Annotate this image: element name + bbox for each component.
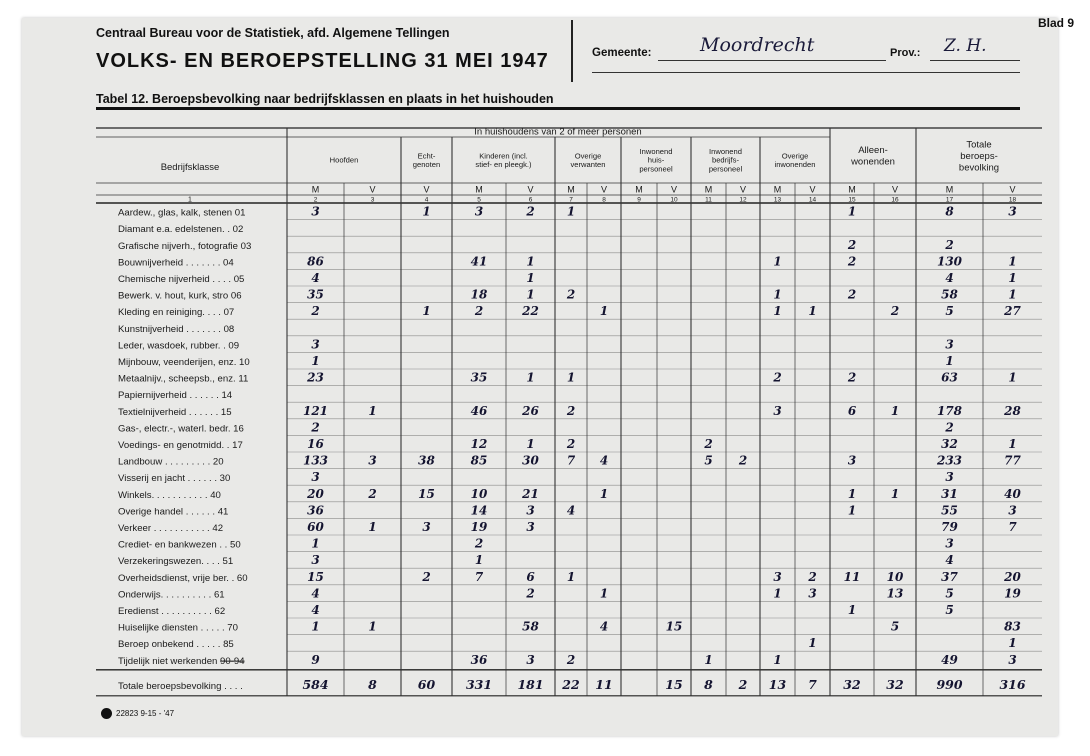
cell-value: 83 bbox=[1004, 619, 1021, 634]
row-label: Kunstnijverheid . . . . . . . 08 bbox=[118, 323, 235, 335]
column-sex-label: V bbox=[891, 184, 899, 195]
cell-value: 1 bbox=[808, 304, 817, 319]
cell-value: 85 bbox=[470, 453, 488, 468]
cell-value: 1 bbox=[599, 486, 609, 501]
cell-value: 2 bbox=[526, 204, 535, 219]
cell-value: 23 bbox=[307, 370, 324, 385]
column-number: 2 bbox=[313, 196, 318, 204]
column-sex-label: M bbox=[635, 184, 643, 195]
row-label: Eredienst . . . . . . . . . . 62 bbox=[118, 606, 226, 617]
column-number: 16 bbox=[891, 196, 899, 204]
cell-value: 3 bbox=[311, 553, 320, 568]
total-value: 11 bbox=[595, 676, 613, 692]
row-label: Winkels. . . . . . . . . . . 40 bbox=[118, 489, 221, 501]
total-value: 990 bbox=[936, 676, 963, 692]
cell-value: 13 bbox=[886, 586, 904, 601]
cell-value: 1 bbox=[526, 254, 535, 269]
cell-value: 5 bbox=[890, 619, 900, 634]
row-label: Leder, wasdoek, rubber. . 09 bbox=[118, 340, 240, 352]
cell-value: 2 bbox=[847, 237, 857, 252]
table-title: Tabel 12. Beroepsbevolking naar bedrijfsklassen en plaats in het huishouden bbox=[96, 92, 554, 106]
cell-value: 1 bbox=[422, 304, 431, 319]
cell-value: 133 bbox=[302, 453, 329, 468]
cell-value: 121 bbox=[302, 403, 329, 418]
column-header-label: Overige bbox=[574, 151, 602, 161]
printer-logo-icon bbox=[101, 708, 112, 719]
column-number: 1 bbox=[188, 196, 192, 204]
total-value: 22 bbox=[562, 676, 580, 692]
column-number: 12 bbox=[739, 196, 747, 204]
cell-value: 6 bbox=[847, 403, 857, 418]
cell-value: 1 bbox=[1008, 370, 1017, 385]
column-number: 5 bbox=[477, 196, 481, 204]
column-sex-label: V bbox=[369, 184, 376, 195]
cell-value: 12 bbox=[470, 437, 488, 451]
cell-value: 1 bbox=[773, 287, 782, 302]
cell-value: 3 bbox=[368, 453, 377, 468]
total-value: 584 bbox=[302, 676, 329, 692]
column-number: 18 bbox=[1008, 196, 1017, 204]
cell-value: 77 bbox=[1004, 453, 1021, 468]
cell-value: 1 bbox=[311, 536, 320, 551]
cell-value: 20 bbox=[307, 486, 324, 501]
row-label: Verzekeringswezen. . . . 51 bbox=[118, 556, 234, 568]
cell-value: 130 bbox=[936, 254, 963, 269]
row-label: Crediet- en bankwezen . . 50 bbox=[118, 539, 241, 551]
cell-value: 3 bbox=[526, 652, 535, 667]
total-value: 8 bbox=[704, 676, 713, 692]
column-sex-label: M bbox=[475, 184, 483, 195]
cell-value: 1 bbox=[1008, 254, 1017, 269]
cell-value: 6 bbox=[526, 569, 535, 584]
total-value: 8 bbox=[368, 676, 377, 692]
cell-value: 58 bbox=[522, 619, 539, 634]
cell-value: 28 bbox=[1004, 403, 1021, 418]
column-header-label: Kinderen (incl. bbox=[479, 151, 528, 161]
row-label: Onderwijs. . . . . . . . . . 61 bbox=[118, 589, 225, 601]
cell-value: 1 bbox=[566, 569, 576, 584]
cell-value: 1 bbox=[526, 437, 535, 451]
gemeente-label: Gemeente: bbox=[592, 47, 652, 59]
cell-value: 10 bbox=[470, 486, 488, 501]
cell-value: 2 bbox=[945, 420, 954, 435]
row-label: Overige handel . . . . . . 41 bbox=[118, 506, 229, 518]
cell-value: 2 bbox=[474, 536, 484, 551]
cell-value: 20 bbox=[1004, 569, 1021, 584]
cell-value: 49 bbox=[941, 652, 958, 667]
column-sex-label: V bbox=[423, 184, 430, 195]
totals-label: Totale beroepsbevolking . . . . bbox=[118, 680, 243, 692]
cell-value: 233 bbox=[936, 453, 963, 468]
cell-value: 9 bbox=[311, 652, 320, 667]
cell-value: 18 bbox=[470, 287, 488, 302]
cell-value: 3 bbox=[526, 503, 535, 518]
cell-value: 38 bbox=[418, 453, 435, 468]
cell-value: 4 bbox=[311, 603, 320, 617]
cell-value: 1 bbox=[1008, 271, 1017, 285]
row-label: Bewerk. v. hout, kurk, stro 06 bbox=[118, 290, 242, 302]
column-header-label: Alleen- bbox=[858, 145, 888, 157]
cell-value: 60 bbox=[307, 520, 324, 534]
cell-value: 3 bbox=[945, 337, 954, 352]
cell-value: 1 bbox=[526, 370, 535, 385]
cell-value: 19 bbox=[470, 520, 488, 534]
cell-value: 1 bbox=[847, 204, 857, 219]
column-sex-label: V bbox=[527, 184, 534, 195]
cell-value: 19 bbox=[1004, 586, 1021, 601]
cell-value: 86 bbox=[307, 254, 324, 269]
cell-value: 3 bbox=[808, 586, 817, 601]
cell-value: 16 bbox=[307, 437, 324, 451]
column-sex-label: V bbox=[739, 184, 747, 195]
cell-value: 2 bbox=[704, 437, 713, 451]
column-header-bedrijfsklasse: Bedrijfsklasse bbox=[160, 162, 220, 173]
column-number: 9 bbox=[637, 196, 641, 204]
cell-value: 1 bbox=[890, 486, 900, 501]
cell-value: 3 bbox=[1008, 652, 1017, 667]
cell-value: 4 bbox=[599, 619, 609, 634]
column-number: 13 bbox=[773, 196, 782, 204]
cell-value: 3 bbox=[847, 453, 857, 468]
cell-value: 1 bbox=[566, 204, 576, 219]
cell-value: 2 bbox=[566, 403, 576, 418]
cell-value: 15 bbox=[418, 486, 435, 501]
province-label: Prov.: bbox=[890, 47, 921, 59]
cell-value: 1 bbox=[704, 652, 713, 667]
cell-value: 1 bbox=[526, 271, 535, 285]
cell-value: 1 bbox=[847, 603, 857, 617]
cell-value: 10 bbox=[886, 569, 904, 584]
province-value: Z. H. bbox=[944, 36, 987, 56]
cell-value: 1 bbox=[526, 287, 535, 302]
cell-value: 3 bbox=[773, 569, 782, 584]
cell-value: 8 bbox=[945, 204, 954, 219]
cell-value: 2 bbox=[945, 237, 954, 252]
cell-value: 2 bbox=[566, 437, 576, 451]
cell-value: 58 bbox=[941, 287, 958, 302]
cell-value: 2 bbox=[526, 586, 535, 601]
row-label: Gas-, electr.-, waterl. bedr. 16 bbox=[118, 423, 244, 435]
cell-value: 5 bbox=[945, 586, 954, 601]
cell-value: 79 bbox=[941, 520, 958, 534]
column-header-label: Totale bbox=[966, 139, 992, 151]
column-header-label: personeel bbox=[708, 164, 743, 174]
form-title: VOLKS- EN BEROEPSTELLING 31 MEI 1947 bbox=[96, 50, 549, 72]
cell-value: 4 bbox=[311, 271, 320, 285]
cell-value: 1 bbox=[368, 619, 377, 634]
cell-value: 1 bbox=[773, 304, 782, 319]
cell-value: 1 bbox=[808, 636, 817, 651]
cell-value: 2 bbox=[311, 420, 320, 435]
cell-value: 3 bbox=[526, 520, 535, 534]
column-header-label: Hoofden bbox=[329, 155, 359, 165]
column-number: 7 bbox=[569, 196, 573, 204]
column-number: 15 bbox=[848, 196, 856, 204]
column-sex-label: M bbox=[567, 184, 575, 195]
cell-value: 3 bbox=[945, 470, 954, 485]
column-header-label: wonenden bbox=[851, 156, 895, 168]
column-header-label: stief- en pleegk.) bbox=[475, 159, 532, 169]
column-sex-label: V bbox=[1009, 184, 1016, 195]
cell-value: 2 bbox=[474, 304, 484, 319]
cell-value: 1 bbox=[773, 652, 782, 667]
column-header-label: genoten bbox=[412, 159, 441, 169]
column-header-label: inwonenden bbox=[774, 159, 816, 169]
cell-value: 4 bbox=[945, 271, 954, 285]
cell-value: 1 bbox=[311, 619, 320, 634]
column-number: 10 bbox=[670, 196, 678, 204]
cell-value: 3 bbox=[311, 470, 320, 485]
cell-value: 30 bbox=[522, 453, 539, 468]
column-sex-label: M bbox=[848, 184, 856, 195]
cell-value: 3 bbox=[311, 337, 320, 352]
cell-value: 2 bbox=[847, 287, 857, 302]
column-header-label: beroeps- bbox=[960, 150, 998, 162]
cell-value: 2 bbox=[847, 254, 857, 269]
cell-value: 1 bbox=[847, 486, 857, 501]
total-value: 32 bbox=[886, 676, 904, 692]
cell-value: 4 bbox=[566, 503, 576, 518]
total-value: 13 bbox=[768, 676, 787, 692]
column-header-label: Echt- bbox=[417, 151, 436, 161]
row-label: Papiernijverheid . . . . . . 14 bbox=[118, 390, 233, 402]
column-number: 14 bbox=[808, 196, 817, 204]
column-sex-label: V bbox=[670, 184, 678, 195]
bureau-name: Centraal Bureau voor de Statistiek, afd. Algemene Tellingen bbox=[96, 26, 450, 40]
total-value: 32 bbox=[843, 676, 861, 692]
column-header-label: bevolking bbox=[958, 162, 1000, 174]
column-sex-label: M bbox=[773, 184, 782, 195]
cell-value: 2 bbox=[368, 486, 377, 501]
cell-value: 7 bbox=[1008, 520, 1017, 534]
cell-value: 4 bbox=[311, 586, 320, 601]
cell-value: 1 bbox=[1008, 437, 1017, 451]
total-value: 60 bbox=[417, 676, 436, 692]
cell-value: 2 bbox=[422, 569, 431, 584]
cell-value: 3 bbox=[311, 204, 320, 219]
cell-value: 1 bbox=[474, 553, 484, 568]
cell-value: 22 bbox=[522, 304, 539, 319]
column-sex-label: V bbox=[809, 184, 816, 195]
cell-value: 40 bbox=[1004, 486, 1021, 501]
row-label: Chemische nijverheid . . . . 05 bbox=[118, 274, 245, 285]
cell-value: 32 bbox=[941, 437, 958, 451]
cell-value: 55 bbox=[941, 503, 958, 518]
total-value: 181 bbox=[517, 676, 544, 692]
cell-value: 5 bbox=[704, 453, 713, 468]
row-label: Beroep onbekend . . . . . 85 bbox=[118, 639, 234, 651]
total-value: 2 bbox=[738, 676, 748, 692]
cell-value: 2 bbox=[738, 453, 748, 468]
cell-value: 1 bbox=[945, 354, 954, 368]
sheet-number: Blad 9 bbox=[1037, 16, 1074, 30]
cell-value: 2 bbox=[566, 287, 576, 302]
cell-value: 1 bbox=[599, 304, 609, 319]
row-label: Verkeer . . . . . . . . . . . 42 bbox=[118, 523, 224, 534]
row-label: Huiselijke diensten . . . . . 70 bbox=[118, 622, 238, 634]
cell-value: 3 bbox=[422, 520, 431, 534]
cell-value: 178 bbox=[936, 403, 963, 418]
cell-value: 3 bbox=[1008, 204, 1017, 219]
column-header-label: Overige bbox=[781, 151, 809, 161]
cell-value: 2 bbox=[773, 370, 782, 385]
row-label: Bouwnijverheid . . . . . . . 04 bbox=[118, 257, 234, 269]
cell-value: 2 bbox=[847, 370, 857, 385]
cell-value: 1 bbox=[368, 403, 377, 418]
gemeente-value: Moordrecht bbox=[700, 34, 815, 56]
cell-value: 7 bbox=[474, 569, 484, 584]
cell-value: 1 bbox=[1008, 287, 1017, 302]
row-label: Mijnbouw, veenderijen, enz. 10 bbox=[118, 357, 250, 368]
cell-value: 63 bbox=[941, 370, 958, 385]
row-label: Visserij en jacht . . . . . . 30 bbox=[118, 473, 231, 485]
column-number: 3 bbox=[370, 196, 375, 204]
group-title-households: In huishoudens van 2 of meer personen bbox=[474, 126, 642, 138]
cell-value: 35 bbox=[470, 370, 488, 385]
column-header-label: verwanten bbox=[570, 159, 606, 169]
cell-value: 1 bbox=[890, 403, 900, 418]
cell-value: 3 bbox=[773, 403, 782, 418]
column-header-label: Inwonend bbox=[639, 147, 673, 157]
total-value: 316 bbox=[999, 676, 1026, 692]
cell-value: 41 bbox=[470, 254, 488, 269]
column-header-label: huis- bbox=[647, 155, 665, 165]
cell-value: 14 bbox=[470, 503, 488, 518]
cell-value: 7 bbox=[566, 453, 576, 468]
cell-value: 2 bbox=[808, 569, 817, 584]
cell-value: 31 bbox=[941, 486, 958, 501]
cell-value: 46 bbox=[470, 403, 488, 418]
row-label: Metaalnijv., scheepsb., enz. 11 bbox=[118, 373, 249, 385]
cell-value: 1 bbox=[599, 586, 609, 601]
cell-value: 1 bbox=[773, 586, 782, 601]
column-sex-label: M bbox=[945, 184, 954, 195]
cell-value: 36 bbox=[470, 652, 488, 667]
row-label: Landbouw . . . . . . . . . 20 bbox=[118, 456, 224, 468]
row-label: Kleding en reiniging. . . . 07 bbox=[118, 307, 235, 319]
row-label: Grafische nijverh., fotografie 03 bbox=[118, 240, 252, 252]
cell-value: 5 bbox=[945, 304, 954, 319]
cell-value: 21 bbox=[522, 486, 539, 501]
total-value: 331 bbox=[465, 676, 493, 692]
row-label: Overheidsdienst, vrije ber. . 60 bbox=[118, 572, 248, 584]
cell-value: 4 bbox=[599, 453, 609, 468]
cell-value: 2 bbox=[311, 304, 320, 319]
cell-value: 2 bbox=[890, 304, 900, 319]
column-sex-label: M bbox=[704, 184, 713, 195]
cell-value: 37 bbox=[941, 569, 958, 584]
cell-value: 1 bbox=[1008, 636, 1017, 651]
cell-value: 3 bbox=[945, 536, 954, 551]
column-header-label: Inwonend bbox=[709, 147, 742, 157]
cell-value: 5 bbox=[945, 603, 954, 617]
cell-value: 1 bbox=[422, 204, 431, 219]
total-value: 7 bbox=[808, 676, 817, 692]
cell-value: 1 bbox=[311, 354, 320, 368]
cell-value: 1 bbox=[566, 370, 576, 385]
row-label: Tijdelijk niet werkenden 90-94 bbox=[118, 655, 245, 667]
column-header-label: bedrijfs- bbox=[711, 155, 740, 165]
row-label: Voedings- en genotmidd. . 17 bbox=[118, 440, 243, 451]
cell-value: 35 bbox=[307, 287, 324, 302]
cell-value: 36 bbox=[307, 503, 324, 518]
cell-value: 1 bbox=[847, 503, 857, 518]
cell-value: 15 bbox=[307, 569, 324, 584]
column-number: 4 bbox=[424, 196, 429, 204]
cell-value: 15 bbox=[665, 619, 683, 634]
column-sex-label: M bbox=[311, 184, 320, 195]
column-number: 17 bbox=[945, 196, 954, 204]
cell-value: 3 bbox=[474, 204, 484, 219]
total-value: 15 bbox=[665, 676, 683, 692]
cell-value: 1 bbox=[368, 520, 377, 534]
cell-value: 4 bbox=[945, 553, 954, 568]
cell-value: 3 bbox=[1008, 503, 1017, 518]
column-number: 8 bbox=[602, 196, 606, 204]
column-number: 11 bbox=[705, 196, 712, 204]
row-label: Diamant e.a. edelstenen. . 02 bbox=[118, 224, 244, 236]
column-sex-label: V bbox=[600, 184, 608, 195]
cell-value: 1 bbox=[773, 254, 782, 269]
cell-value: 27 bbox=[1004, 304, 1021, 319]
cell-value: 2 bbox=[566, 652, 576, 667]
row-label: Aardew., glas, kalk, stenen 01 bbox=[118, 207, 246, 219]
column-header-label: personeel bbox=[639, 164, 673, 174]
cell-value: 26 bbox=[522, 403, 539, 418]
row-label: Textielnijverheid . . . . . . 15 bbox=[118, 406, 232, 418]
column-number: 6 bbox=[528, 196, 533, 204]
print-number-text: 22823 9-15 - '47 bbox=[116, 709, 175, 718]
cell-value: 11 bbox=[843, 569, 861, 584]
print-number bbox=[101, 708, 174, 719]
